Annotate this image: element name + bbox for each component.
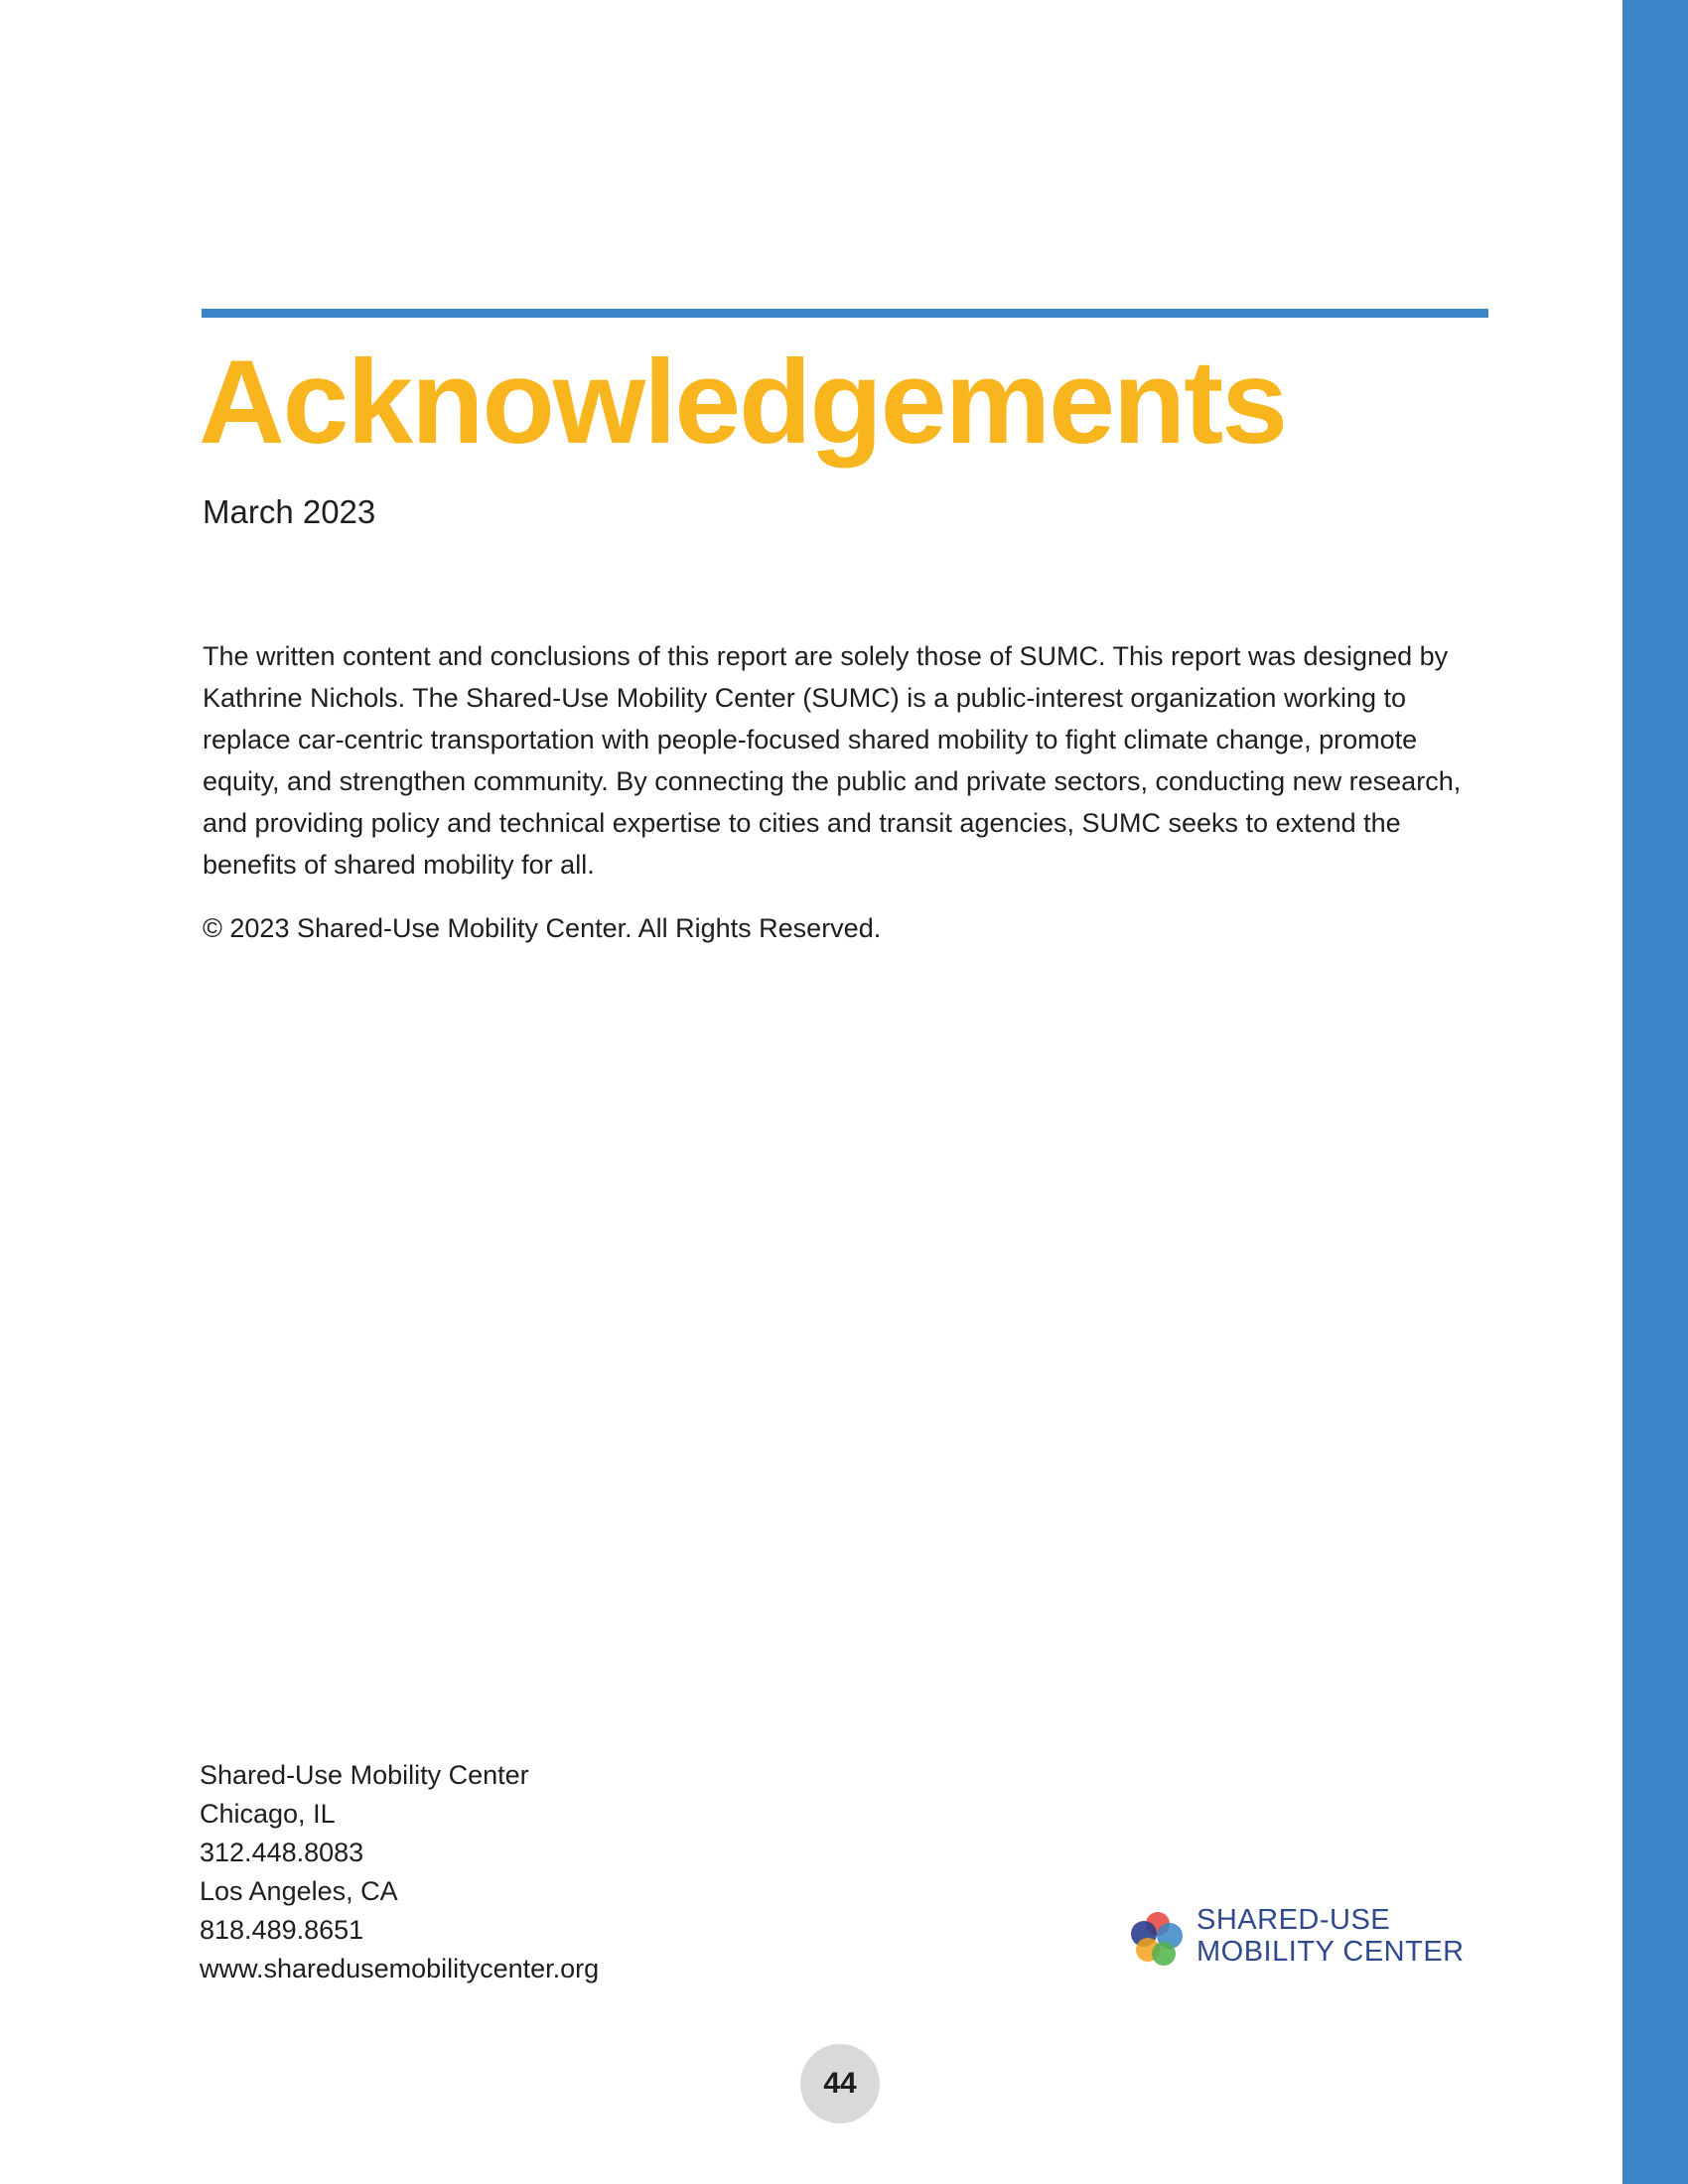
contact-phone-los-angeles: 818.489.8651 — [200, 1915, 364, 1945]
contact-website-link[interactable]: www.sharedusemobilitycenter.org — [200, 1954, 600, 1983]
logo-wordmark — [1196, 1904, 1465, 1968]
page-number-badge: 44 — [800, 2044, 880, 2123]
side-accent-bar — [1622, 0, 1688, 2184]
contact-city-chicago: Chicago, IL — [200, 1799, 336, 1829]
acknowledgements-paragraph: The written content and conclusions of this report are solely those of SUMC. This report was designed by Kathrine Nichols. The Shared-Use Mobility Center (SUMC) is a public-interest organization working to replace car-centric transportation with people-focused shared mobility to fight climate change, promote equity, and strengthen community. By connecting the public and private sectors, conducting new research, and providing policy and technical expertise to cities and transit agencies, SUMC seeks to extend the benefits of shared mobility for all. — [203, 641, 1462, 880]
sumc-logo — [1122, 1904, 1479, 1974]
contact-city-los-angeles: Los Angeles, CA — [200, 1876, 398, 1906]
publication-date: March 2023 — [203, 493, 376, 530]
contact-block — [200, 1756, 599, 1988]
page-title: Acknowledgements — [199, 336, 1286, 469]
logo-line-1: SHARED-USE — [1196, 1904, 1391, 1936]
logo-line-2: MOBILITY CENTER — [1196, 1936, 1465, 1968]
contact-phone-chicago: 312.448.8083 — [200, 1838, 364, 1867]
contact-organization: Shared-Use Mobility Center — [200, 1760, 529, 1790]
title-rule — [202, 309, 1488, 318]
copyright-notice: © 2023 Shared-Use Mobility Center. All Rights Reserved. — [203, 913, 882, 943]
logo-circles-icon — [1122, 1904, 1192, 1974]
